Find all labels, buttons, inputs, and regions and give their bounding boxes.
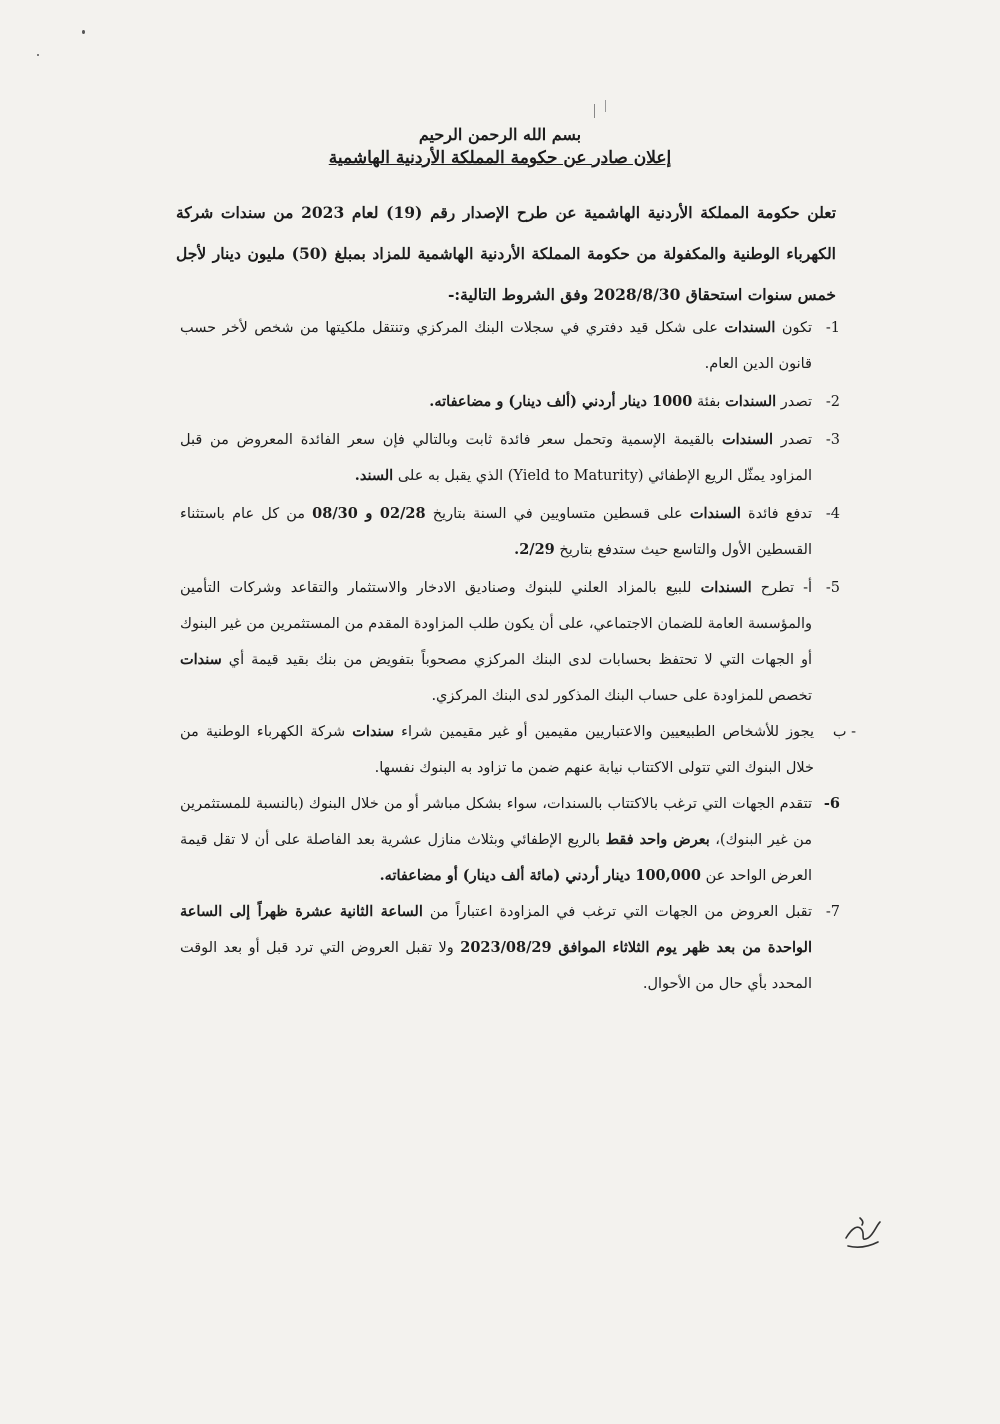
condition-text: تدفع فائدة [740, 506, 812, 522]
condition-5b [180, 714, 856, 786]
condition-6 [180, 786, 840, 894]
condition-text: على شكل قيد دفتري في سجلات البنك المركزي وتنتقل ملكيتها من شخص لأخر حسب قانون الدين العام. [180, 320, 812, 372]
condition-bold: 100,000 دينار أردني (مائة ألف دينار) أو مضاعفاته. [379, 867, 701, 884]
basmala: بسم الله الرحمن الرحيم [418, 125, 582, 144]
document-title: إعلان صادر عن حكومة المملكة الأردنية الهاشمية [328, 148, 672, 168]
condition-text: تتقدم الجهات التي ترغب بالاكتتاب بالسندات، سواء بشكل مباشر أو من خلال البنوك (بالنسبة للمستثمرين من غير البنوك)، [180, 796, 812, 848]
condition-bold: سندات [352, 723, 395, 740]
condition-bold: السندات [700, 579, 752, 596]
condition-bold: السندات [724, 319, 776, 336]
condition-text: بالقيمة الإسمية وتحمل سعر فائدة ثابت وبالتالي فإن سعر الفائدة المعروض من قبل المزاود يمثّل الريع الإطفائي (Yield to Maturity) الذي يقبل به على [180, 432, 812, 484]
condition-3 [180, 422, 840, 494]
condition-bold: 1000 دينار أردني (ألف دينار) و مضاعفاته. [429, 393, 693, 410]
condition-text: تكون [775, 320, 813, 336]
condition-bold: السندات [725, 393, 777, 410]
condition-text: تقبل العروض من الجهات التي ترغب في المزاودة اعتباراً من [422, 904, 812, 920]
condition-text: ولا تقبل العروض التي ترد قبل أو بعد الوقت المحدد بأي حال من الأحوال. [180, 940, 812, 992]
condition-bold: السند. [354, 467, 394, 484]
condition-text: أ- تطرح [751, 580, 813, 596]
condition-text: تخصص للمزاودة على حساب البنك المذكور لدى البنك المركزي. [431, 688, 812, 704]
intro-paragraph: تعلن حكومة المملكة الأردنية الهاشمية عن طرح الإصدار رقم (19) لعام 2023 من سندات شركة الكهرباء الوطنية والمكفولة من حكومة المملكة الأردنية الهاشمية للمزاد بمبلغ (50) مليون دينار لأجل خمس سنوات استحقاق 2028/8/30 وفق الشروط التالية:- [176, 203, 837, 304]
condition-number: -7 [825, 904, 840, 920]
condition-bold: السندات [721, 431, 774, 448]
condition-number: -3 [825, 432, 840, 448]
condition-bold: الساعة الثانية عشرة ظهراً إلى الساعة الواحدة من بعد ظهر يوم الثلاثاء الموافق 2023/08/29 [180, 903, 812, 956]
condition-text: بالريع الإطفائي وبثلاث منازل عشرية بعد الفاصلة على أن لا تقل قيمة العرض الواحد عن [180, 832, 812, 884]
condition-bold: 2/29. [514, 541, 555, 558]
scan-speck [37, 54, 39, 56]
signature-icon [838, 1198, 888, 1258]
condition-number: ب - [832, 724, 856, 740]
condition-text: بفئة [692, 394, 726, 410]
condition-bold: 02/28 و 08/30 [312, 505, 426, 522]
condition-text: تصدر [776, 394, 812, 410]
condition-bold: السندات [689, 505, 741, 522]
condition-number: -5 [825, 580, 840, 596]
condition-text: يجوز للأشخاص الطبيعيين والاعتباريين مقيمين أو غير مقيمين شراء [394, 724, 814, 740]
conditions-list [180, 310, 856, 1002]
scan-speck [605, 100, 606, 112]
condition-number: -4 [825, 506, 840, 522]
condition-5a [180, 570, 840, 714]
scan-speck [594, 104, 595, 118]
condition-text: من كل عام باستثناء القسطين الأول والتاسع حيث ستدفع بتاريخ [180, 506, 812, 558]
condition-bold: بعرض واحد فقط [605, 831, 710, 848]
document-header [300, 124, 700, 170]
condition-text: للبيع بالمزاد العلني للبنوك وصناديق الادخار والاستثمار والتقاعد وشركات التأمين والمؤسسة العامة للضمان الاجتماعي، على أن يكون طلب المزاودة المقدم من المستثمرين من غير البنوك أو الجهات التي لا تحتفظ بحسابات لدى البنك المركزي مصحوباً بتفويض من بنك بقيد قيمة أي [180, 580, 812, 668]
condition-bold: سندات [180, 651, 222, 668]
condition-2 [180, 384, 840, 420]
condition-7 [180, 894, 840, 1002]
condition-number: -6 [823, 795, 840, 812]
condition-number: -2 [825, 394, 840, 410]
condition-4 [180, 496, 840, 568]
condition-number: -1 [825, 320, 840, 336]
condition-text: شركة الكهرباء الوطنية من خلال البنوك التي تتولى الاكتتاب نيابة عنهم ضمن ما تزاود به البنوك نفسها. [180, 724, 814, 776]
condition-text: على قسطين متساويين في السنة بتاريخ [425, 506, 690, 522]
condition-1 [180, 310, 840, 382]
condition-text: تصدر [773, 432, 812, 448]
scan-speck [82, 30, 85, 34]
